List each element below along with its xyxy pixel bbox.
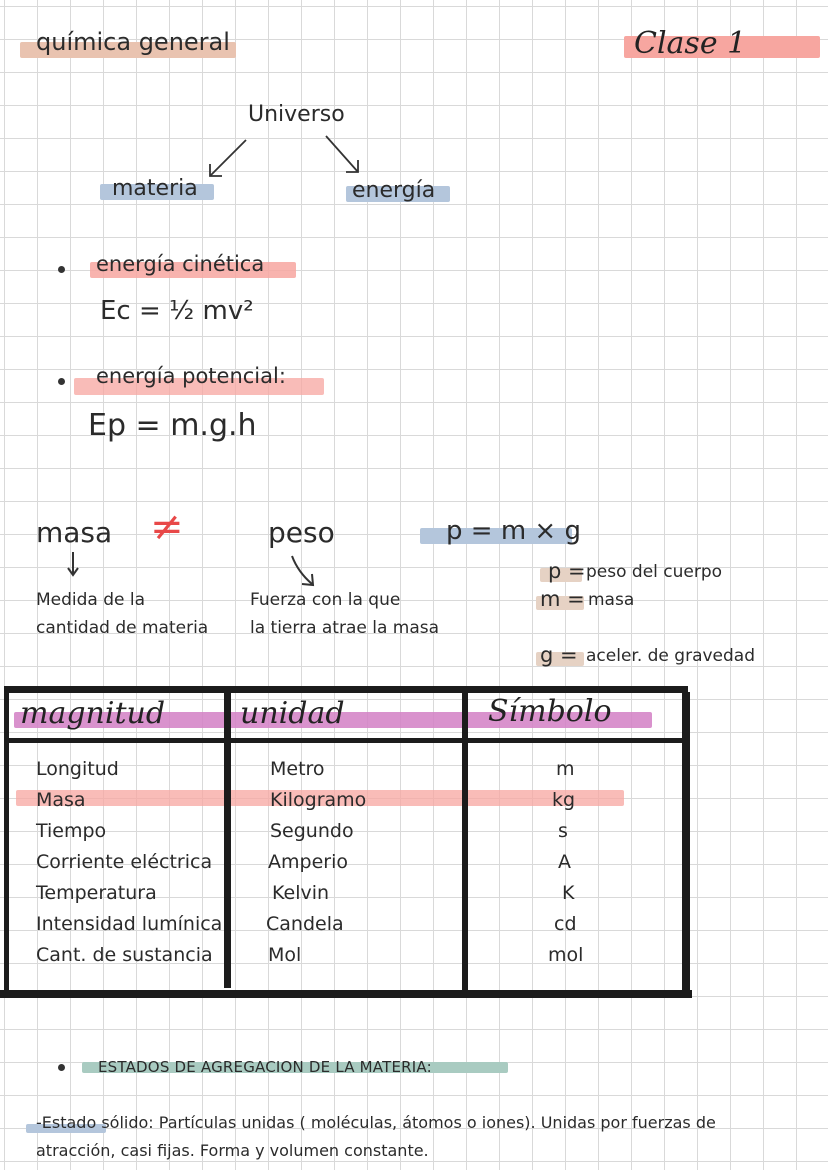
arrow-down-icon [66,550,86,580]
table-cell-magnitud: Cant. de sustancia [36,944,213,966]
weight-formula: p = m × g [446,516,581,546]
table-cell-unidad: Candela [266,913,344,935]
diagram-left: materia [112,176,198,201]
table-cell-unidad: Mol [268,944,302,966]
table-cell-magnitud: Longitud [36,758,119,780]
masa-word: masa [36,516,113,549]
arrow-right-icon [320,134,380,184]
table-cell-simbolo: cd [554,913,577,935]
bullet [58,266,65,273]
masa-def: cantidad de materia [36,618,209,638]
legend-symbol: p = [548,559,586,583]
table-cell-magnitud: Masa [36,789,86,811]
table-cell-simbolo: s [558,820,568,842]
table-border-header [4,738,688,743]
subject-title: química general [36,28,230,56]
diagram-root: Universo [248,102,345,127]
arrow-left-icon [200,138,260,188]
legend-text: peso del cuerpo [586,562,723,582]
table-header-unidad: unidad [240,696,345,731]
diagram-right: energía [352,178,436,203]
table-cell-unidad: Segundo [270,820,354,842]
not-equal-icon: ≠ [150,504,184,550]
legend-symbol: g = [540,643,578,667]
energy-formula: Ep = m.g.h [88,408,257,443]
masa-def: Medida de la [36,590,146,610]
table-cell-magnitud: Intensidad lumínica [36,913,223,935]
table-divider-1 [224,690,231,988]
table-cell-unidad: Amperio [268,851,348,873]
table-cell-simbolo: mol [548,944,584,966]
peso-word: peso [268,516,335,549]
table-cell-unidad: Kilogramo [270,789,367,811]
arrow-curve-icon [288,554,328,590]
table-header-simbolo: Símbolo [488,694,612,729]
states-title: ESTADOS DE AGREGACION DE LA MATERIA: [98,1058,432,1076]
table-cell-magnitud: Corriente eléctrica [36,851,213,873]
energy-label: energía potencial: [96,364,286,388]
class-label: Clase 1 [634,26,747,61]
table-border-top [4,686,688,693]
table-cell-unidad: Metro [270,758,325,780]
bullet [58,1064,65,1071]
table-header-magnitud: magnitud [20,696,166,731]
peso-def: Fuerza con la que [250,590,401,610]
table-border-bottom [0,990,692,998]
energy-formula: Ec = ½ mv² [100,296,254,326]
solid-line: -Estado sólido: Partículas unidas ( moléculas, átomos o iones). Unidas por fuerzas de [36,1113,716,1132]
table-border-left [4,686,9,996]
legend-text: aceler. de gravedad [586,646,756,666]
table-cell-simbolo: kg [552,789,576,811]
table-border-right [682,692,690,992]
peso-def: la tierra atrae la masa [250,618,440,638]
table-cell-magnitud: Temperatura [36,882,157,904]
legend-symbol: m = [540,587,585,611]
table-cell-unidad: Kelvin [272,882,330,904]
solid-line: atracción, casi fijas. Forma y volumen constante. [36,1141,429,1160]
bullet [58,378,65,385]
table-cell-simbolo: A [558,851,571,873]
energy-label: energía cinética [96,252,265,276]
table-cell-simbolo: m [556,758,575,780]
table-cell-magnitud: Tiempo [36,820,107,842]
table-cell-simbolo: K [562,882,575,904]
table-divider-2 [462,690,468,992]
legend-text: masa [588,590,635,610]
